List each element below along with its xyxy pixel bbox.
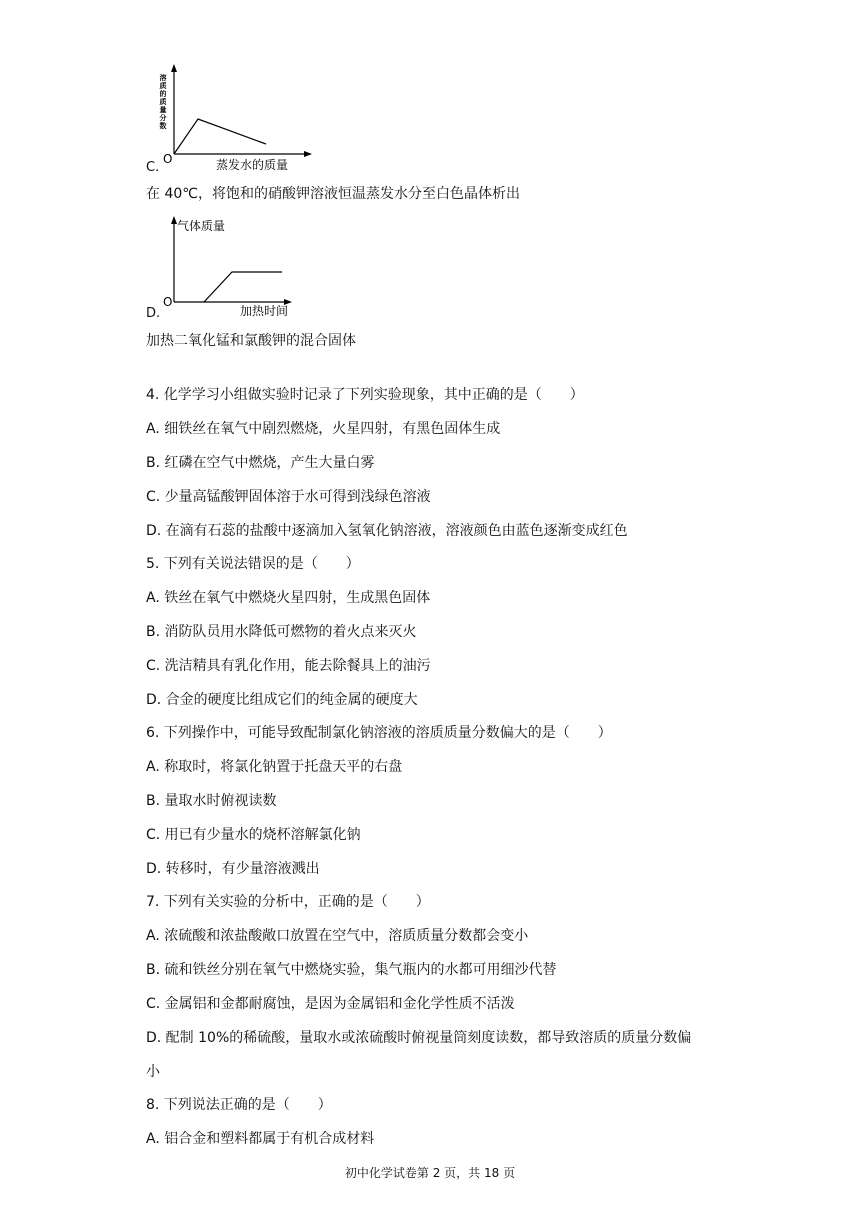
graph-d-x-label: 加热时间 [240,304,289,318]
question-7-option-d: D. 配制 10%的稀硫酸，量取水或浓硫酸时俯视量筒刻度读数，都导致溶质的质量分数偏 [146,1030,692,1046]
question-7-option-c: C. 金属铝和金都耐腐蚀，是因为金属铝和金化学性质不活泼 [146,996,515,1012]
graph-d-curve [204,272,282,302]
question-8-option-a: A. 铝合金和塑料都属于有机合成材料 [146,1131,375,1147]
question-6-option-c: C. 用已有少量水的烧杯溶解氯化钠 [146,827,361,843]
question-4-option-d: D. 在滴有石蕊的盐酸中逐滴加入氢氧化钠溶液，溶液颜色由蓝色逐渐变成红色 [146,523,628,539]
question-6-option-a: A. 称取时，将氯化钠置于托盘天平的右盘 [146,759,403,775]
question-4-option-a: A. 细铁丝在氧气中剧烈燃烧，火星四射，有黑色固体生成 [146,421,501,437]
question-5-option-d: D. 合金的硬度比组成它们的纯金属的硬度大 [146,692,418,708]
graph-d-origin: O [163,295,173,309]
graph-c [160,62,320,174]
question-7-stem: 7. 下列有关实验的分析中，正确的是（ ） [146,894,430,910]
graph-d-y-label: 气体质量 [177,219,226,233]
question-7-option-a: A. 浓硫酸和浓盐酸敞口放置在空气中，溶质质量分数都会变小 [146,928,529,944]
graph-c-origin: O [163,152,173,166]
graph-c-x-arrow [304,151,312,157]
graph-c-curve [174,119,266,154]
question-5-stem: 5. 下列有关说法错误的是（ ） [146,556,360,572]
graph-c-x-label: 蒸发水的质量 [216,158,289,172]
graph-d-caption: 加热二氧化锰和氯酸钾的混合固体 [146,333,356,349]
question-7-option-b: B. 硫和铁丝分别在氧气中燃烧实验，集气瓶内的水都可用细沙代替 [146,962,557,978]
question-4-option-b: B. 红磷在空气中燃烧，产生大量白雾 [146,455,375,471]
question-8-stem: 8. 下列说法正确的是（ ） [146,1097,332,1113]
question-5-option-c: C. 洗洁精具有乳化作用，能去除餐具上的油污 [146,658,431,674]
question-6-stem: 6. 下列操作中，可能导致配制氯化钠溶液的溶质质量分数偏大的是（ ） [146,725,612,741]
question-6-option-d: D. 转移时，有少量溶液溅出 [146,861,320,877]
graph-d [160,212,300,320]
question-7-option-d-continued: 小 [146,1064,160,1080]
graph-c-y-arrow [171,64,177,72]
question-6-option-b: B. 量取水时俯视读数 [146,793,277,809]
graph-d-option: D. [146,306,161,321]
graph-c-caption: 在 40℃，将饱和的硝酸钾溶液恒温蒸发水分至白色晶体析出 [146,186,520,202]
page-footer: 初中化学试卷第 2 页，共 18 页 [344,1166,516,1180]
graph-c-option: C. [146,160,160,175]
question-4-stem: 4. 化学学习小组做实验时记录了下列实验现象，其中正确的是（ ） [146,387,584,403]
question-4-option-c: C. 少量高锰酸钾固体溶于水可得到浅绿色溶液 [146,489,431,505]
graph-c-y-label: 溶质的质量分数 [159,74,167,130]
question-5-option-a: A. 铁丝在氧气中燃烧火星四射，生成黑色固体 [146,590,431,606]
question-5-option-b: B. 消防队员用水降低可燃物的着火点来灭火 [146,624,417,640]
